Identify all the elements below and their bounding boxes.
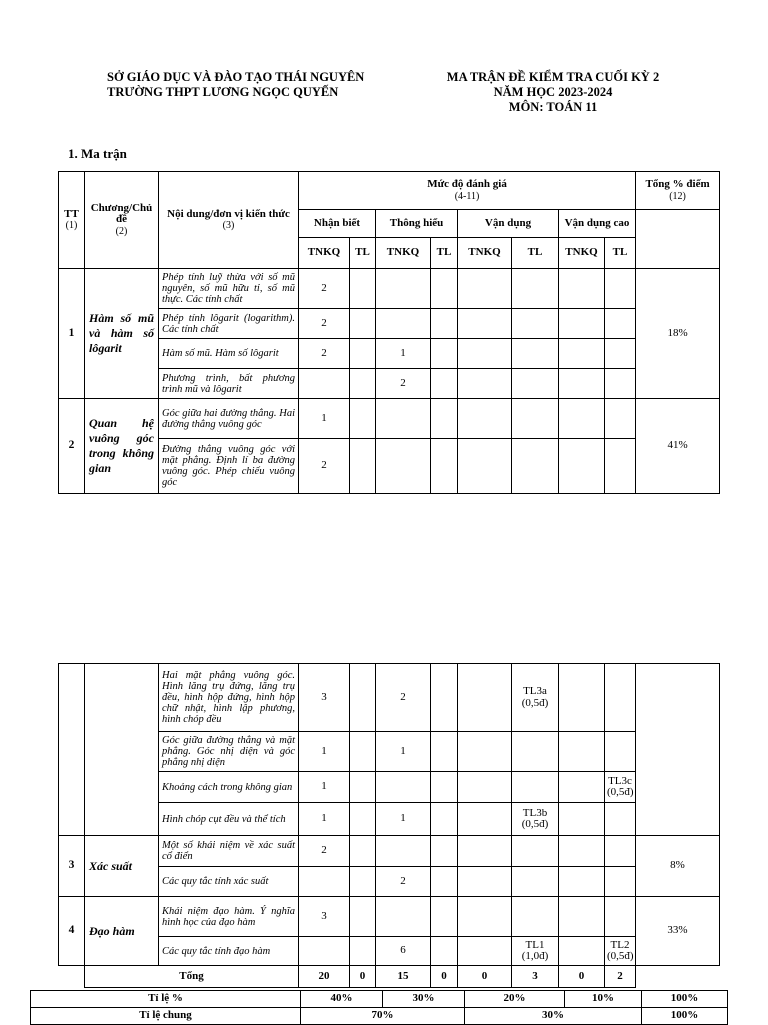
level-van-dung: Vận dụng (458, 210, 559, 238)
totals-row (59, 966, 720, 988)
header-chapter: Chương/Chủ đề (2) (85, 172, 159, 269)
percent-continued (636, 664, 720, 836)
level-nhan-biet: Nhận biết (299, 210, 376, 238)
value-cell: 1 (299, 772, 350, 803)
header-right (408, 70, 698, 115)
table-row (59, 399, 720, 439)
total-value: 20 (299, 966, 350, 988)
value-cell: TL2 (0,5đ) (605, 937, 636, 966)
chapter-percent: 41% (636, 399, 720, 494)
totals-label: Tổng (85, 966, 299, 988)
ratio-general-row (31, 1008, 728, 1025)
chapter-name: Quan hệ vuông góc trong không gian (85, 399, 159, 494)
value-cell: 3 (299, 664, 350, 732)
header-left (107, 70, 364, 100)
content-cell: Phương trình, bất phương trình mũ và lôgarit (159, 369, 299, 399)
value-cell: TL1 (1,0đ) (512, 937, 559, 966)
ratio-row (31, 991, 728, 1008)
value-cell: TL3a (0,5đ) (512, 664, 559, 732)
value-cell: 1 (376, 803, 431, 836)
ratio-value: 100% (642, 991, 728, 1008)
ratio-general-value: 30% (465, 1008, 642, 1025)
matrix-table-part1 (58, 171, 720, 494)
section-title: 1. Ma trận (68, 146, 127, 161)
content-cell: Khoảng cách trong không gian (159, 772, 299, 803)
ratio-general-value: 70% (301, 1008, 465, 1025)
chapter-number: 2 (59, 399, 85, 494)
sub-header: TL (605, 238, 636, 269)
content-cell: Hàm số mũ. Hàm số lôgarit (159, 339, 299, 369)
school-name: TRƯỜNG THPT LƯƠNG NGỌC QUYẾN (107, 85, 339, 99)
sub-header: TNKQ (299, 238, 350, 269)
value-cell: TL3b (0,5đ) (512, 803, 559, 836)
value-cell: 1 (299, 399, 350, 439)
value-cell: 2 (299, 339, 350, 369)
content-cell: Đường thẳng vuông góc với mặt phẳng. Định lí ba đường vuông góc. Phép chiếu vuông góc (159, 439, 299, 494)
content-cell: Phép tính luỹ thừa với số mũ nguyên, số mũ hữu tỉ, số mũ thực. Các tính chất (159, 269, 299, 309)
value-cell: 2 (376, 369, 431, 399)
content-cell: Góc giữa hai đường thẳng. Hai đường thẳng vuông góc (159, 399, 299, 439)
ratio-label: Tỉ lệ % (31, 991, 301, 1008)
value-cell: 6 (376, 937, 431, 966)
sub-header: TL (431, 238, 458, 269)
sub-header: TL (512, 238, 559, 269)
table-row (59, 867, 720, 897)
value-cell: TL3c (0,5đ) (605, 772, 636, 803)
value-cell: 1 (299, 732, 350, 772)
header-content: Nội dung/đơn vị kiến thức (3) (159, 172, 299, 269)
total-value: 2 (605, 966, 636, 988)
value-cell: 2 (376, 664, 431, 732)
chapter-percent: 8% (636, 836, 720, 897)
total-value: 3 (512, 966, 559, 988)
value-cell: 2 (299, 269, 350, 309)
content-cell: Hai mặt phẳng vuông góc. Hình lăng trụ đứng, lăng trụ đều, hình hộp đứng, hình hộp chữ nhật, hình lập phương, hình chóp đều (159, 664, 299, 732)
content-cell: Phép tính lôgarit (logarithm). Các tính chất (159, 309, 299, 339)
total-value: 0 (431, 966, 458, 988)
header-tt: TT (1) (59, 172, 85, 269)
department-name: SỞ GIÁO DỤC VÀ ĐÀO TẠO THÁI NGUYÊN (107, 70, 365, 84)
sub-header: TL (350, 238, 376, 269)
ratio-general-value: 100% (642, 1008, 728, 1025)
sub-header: TNKQ (559, 238, 605, 269)
content-cell: Hình chóp cụt đều và thể tích (159, 803, 299, 836)
chapter-name-continued (85, 664, 159, 836)
table-row (59, 339, 720, 369)
header-total-blank (636, 210, 720, 269)
level-van-dung-cao: Vận dụng cao (559, 210, 636, 238)
ratio-value: 10% (565, 991, 642, 1008)
value-cell: 2 (299, 836, 350, 867)
sub-header: TNKQ (458, 238, 512, 269)
level-thong-hieu: Thông hiểu (376, 210, 458, 238)
chapter-percent: 18% (636, 269, 720, 399)
value-cell: 3 (299, 897, 350, 937)
value-cell: 2 (299, 309, 350, 339)
content-cell: Các quy tắc tính đạo hàm (159, 937, 299, 966)
ratio-value: 40% (301, 991, 383, 1008)
total-value: 0 (458, 966, 512, 988)
table-row (59, 836, 720, 867)
table-row (59, 664, 720, 732)
school-year: NĂM HỌC 2023-2024 (493, 85, 613, 99)
content-cell: Góc giữa đường thẳng và mặt phẳng. Góc nhị diện và góc phẳng nhị diện (159, 732, 299, 772)
subject: MÔN: TOÁN 11 (508, 100, 598, 114)
content-cell: Khái niệm đạo hàm. Ý nghĩa hình học của đạo hàm (159, 897, 299, 937)
table-row (59, 369, 720, 399)
document-title: MA TRẬN ĐỀ KIỂM TRA CUỐI KỲ 2 (446, 70, 660, 84)
ratio-value: 20% (465, 991, 565, 1008)
chapter-number-continued (59, 664, 85, 836)
sub-header: TNKQ (376, 238, 431, 269)
ratio-value: 30% (383, 991, 465, 1008)
value-cell: 2 (299, 439, 350, 494)
chapter-number: 4 (59, 897, 85, 966)
chapter-name: Hàm số mũ và hàm số lôgarit (85, 269, 159, 399)
table-row (59, 803, 720, 836)
content-cell: Các quy tắc tính xác suất (159, 867, 299, 897)
total-value: 0 (350, 966, 376, 988)
value-cell: 1 (376, 339, 431, 369)
header-total: Tổng % điểm (12) (636, 172, 720, 210)
table-row (59, 269, 720, 309)
table-row (59, 937, 720, 966)
chapter-percent: 33% (636, 897, 720, 966)
total-value: 15 (376, 966, 431, 988)
content-cell: Một số khái niệm về xác suất cổ điển (159, 836, 299, 867)
value-cell: 1 (376, 732, 431, 772)
value-cell: 1 (299, 803, 350, 836)
chapter-number: 1 (59, 269, 85, 399)
chapter-name: Xác suất (85, 836, 159, 897)
table-row (59, 772, 720, 803)
ratio-general-label: Tỉ lệ chung (31, 1008, 301, 1025)
chapter-number: 3 (59, 836, 85, 897)
table-row (59, 897, 720, 937)
value-cell: 2 (376, 867, 431, 897)
header-level: Mức độ đánh giá (4-11) (299, 172, 636, 210)
table-row (59, 439, 720, 494)
total-value: 0 (559, 966, 605, 988)
table-row (59, 732, 720, 772)
ratio-table (30, 990, 728, 1025)
chapter-name: Đạo hàm (85, 897, 159, 966)
table-row (59, 309, 720, 339)
matrix-table-part2 (58, 663, 720, 988)
